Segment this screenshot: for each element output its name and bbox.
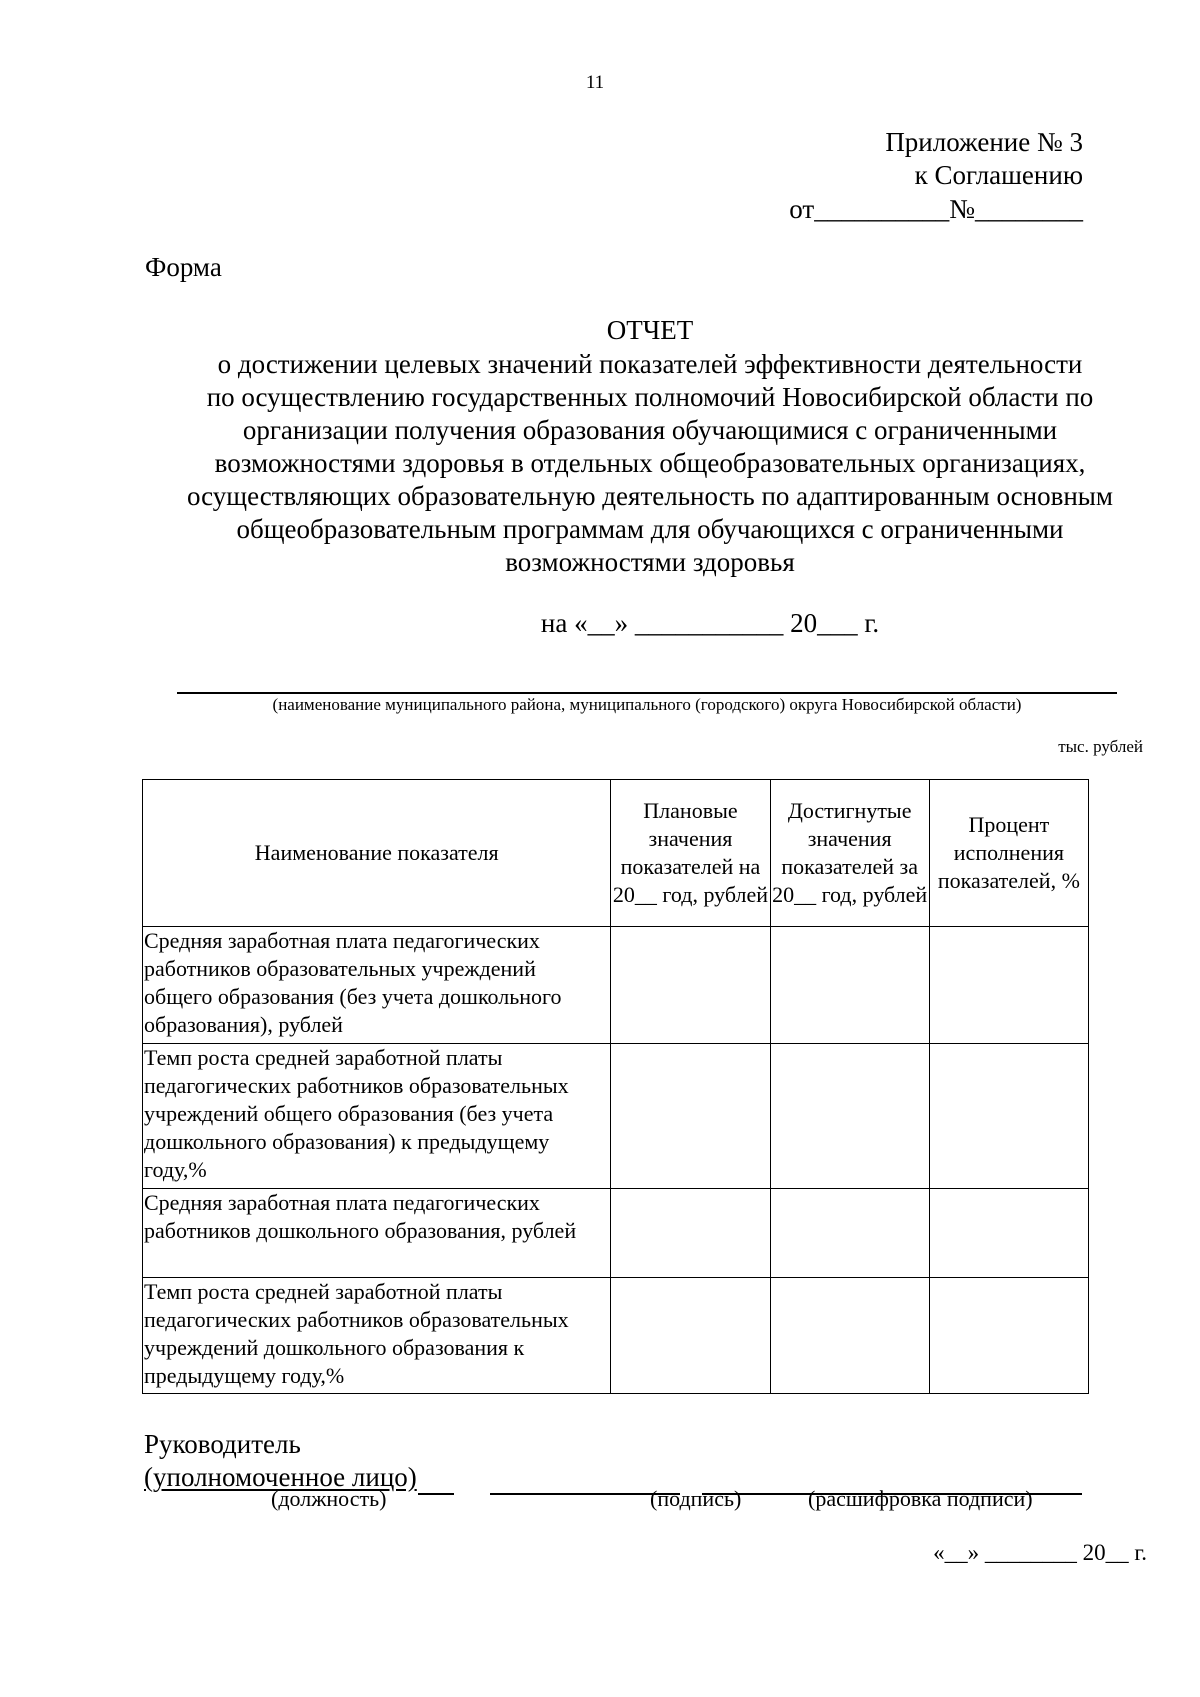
subtitle-line: о достижении целевых значений показателей эффективности деятельности: [217, 349, 1083, 379]
subtitle-line: возможностями здоровья: [505, 547, 795, 577]
subtitle-line: осуществляющих образовательную деятельность по адаптированным основным: [186, 481, 1114, 511]
units-label: тыс. рублей: [1058, 737, 1143, 756]
sign-date: «__» ________ 20__ г.: [933, 1540, 1147, 1565]
achieved-value-cell[interactable]: [770, 1189, 929, 1278]
table-row: [143, 1278, 1089, 1394]
form-label: Форма: [145, 252, 222, 282]
signer-title: Руководитель: [144, 1429, 301, 1459]
header-planned-values: Плановые значения показателей на 20__ год, рублей: [611, 780, 770, 927]
signature-label: (подпись): [650, 1486, 742, 1511]
indicator-name-cell: Темп роста средней заработной платы педагогических работников образовательных учреждений дошкольного образования к предыдущему году,%: [143, 1278, 611, 1394]
municipality-caption: (наименование муниципального района, муниципального (городского) округа Новосибирской области): [272, 695, 1022, 714]
indicators-table: [142, 779, 1089, 1394]
percent-cell[interactable]: [929, 1044, 1088, 1189]
header-completion-percent: Процент исполнения показателей, %: [929, 780, 1088, 927]
report-subtitle: [120, 348, 1180, 579]
indicator-name-cell: Средняя заработная плата педагогических работников дошкольного образования, рублей: [143, 1189, 611, 1278]
position-label: (должность): [271, 1486, 387, 1511]
report-date: на «__» ___________ 20___ г.: [540, 608, 880, 638]
subtitle-line: общеобразовательным программам для обучающихся с ограниченными: [236, 514, 1064, 544]
table-header-row: [143, 780, 1089, 927]
decoding-label: (расшифровка подписи): [808, 1486, 1033, 1511]
subtitle-line: по осуществлению государственных полномочий Новосибирской области по: [206, 382, 1094, 412]
achieved-value-cell[interactable]: [770, 1278, 929, 1394]
report-title: ОТЧЕТ: [606, 315, 694, 345]
indicator-name-cell: Средняя заработная плата педагогических работников образовательных учреждений общего образования (без учета дошкольного образования), рублей: [143, 927, 611, 1044]
appendix-date-number: от__________№________: [789, 194, 1083, 224]
municipality-line: [177, 692, 1117, 694]
header-indicator-name: Наименование показателя: [143, 780, 611, 927]
planned-value-cell[interactable]: [611, 1189, 770, 1278]
subtitle-line: возможностями здоровья в отдельных общеобразовательных организациях,: [214, 448, 1086, 478]
appendix-number: Приложение № 3: [885, 127, 1083, 157]
planned-value-cell[interactable]: [611, 927, 770, 1044]
percent-cell[interactable]: [929, 1189, 1088, 1278]
achieved-value-cell[interactable]: [770, 927, 929, 1044]
header-achieved-values: Достигнутые значения показателей за 20__ год, рублей: [770, 780, 929, 927]
percent-cell[interactable]: [929, 927, 1088, 1044]
achieved-value-cell[interactable]: [770, 1044, 929, 1189]
indicator-name-cell: Темп роста средней заработной платы педагогических работников образовательных учреждений общего образования (без учета дошкольного образования) к предыдущему году,%: [143, 1044, 611, 1189]
signer-subtitle: (уполномоченное лицо): [144, 1462, 417, 1492]
percent-cell[interactable]: [929, 1278, 1088, 1394]
page-number: 11: [585, 72, 605, 93]
table-row: [143, 927, 1089, 1044]
table-row: [143, 1189, 1089, 1278]
planned-value-cell[interactable]: [611, 1044, 770, 1189]
table-row: [143, 1044, 1089, 1189]
planned-value-cell[interactable]: [611, 1278, 770, 1394]
position-line: [418, 1493, 454, 1495]
subtitle-line: организации получения образования обучающимися с ограниченными: [242, 415, 1058, 445]
appendix-agreement: к Соглашению: [914, 160, 1083, 190]
